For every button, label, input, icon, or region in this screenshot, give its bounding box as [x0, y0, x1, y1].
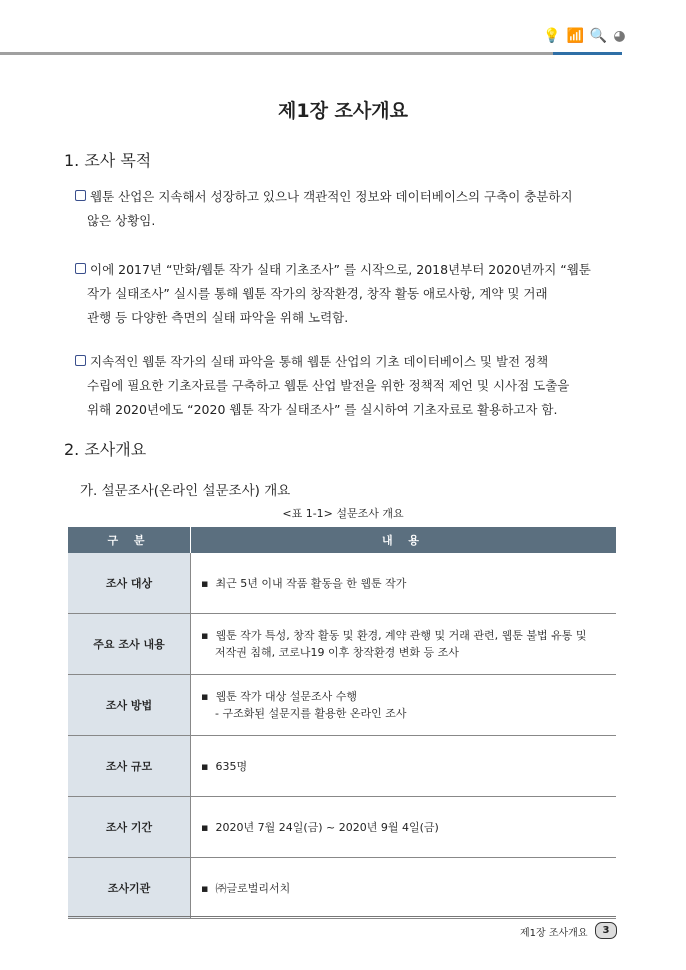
section-heading: 1. 조사 목적 [64, 151, 152, 170]
content-text: 웹툰 작가 대상 설문조사 수행 [215, 690, 357, 703]
table-row [68, 797, 616, 858]
lightbulb-icon: 💡 [543, 28, 561, 44]
content-line: ▪ 웹툰 작가 특성, 창작 활동 및 환경, 계약 관행 및 거래 관련, 웹툰 불법 유통 및 [201, 629, 587, 642]
line: 이에 2017년 “만화/웹툰 작가 실태 기초조사” 를 시작으로, 2018년부터 2020년까지 “웹툰 [90, 262, 591, 277]
content-text: 2020년 7월 24일(금) ~ 2020년 9월 4일(금) [215, 820, 439, 834]
survey-table [68, 527, 616, 919]
content-line: ▪ 635명 [201, 759, 248, 773]
content-text: - 구조화된 설문지를 활용한 온라인 조사 [215, 707, 407, 720]
content-text: 최근 5년 이내 작품 활동을 한 웹툰 작가 [215, 576, 407, 590]
content-line: ▪ 최근 5년 이내 작품 활동을 한 웹툰 작가 [201, 576, 407, 590]
pie-icon: ◕ [613, 28, 626, 44]
row-content [191, 675, 617, 736]
page-title: 제1장 조사개요 [278, 100, 408, 122]
content-text: 웹툰 작가 특성, 창작 활동 및 환경, 계약 관행 및 거래 관련, 웹툰 불법 유통 및 [215, 629, 587, 642]
checkbox-bullet-icon [75, 263, 86, 274]
column-header: 구 분 [68, 527, 191, 553]
table-row [68, 675, 616, 736]
table-row [68, 858, 616, 919]
line: 않은 상황임. [87, 213, 156, 228]
table-row [68, 614, 616, 675]
chart-icon: 📶 [566, 28, 584, 44]
content-line [201, 705, 616, 722]
header-rule [0, 52, 553, 55]
content-line: ▪ 웹툰 작가 대상 설문조사 수행 [201, 690, 357, 703]
row-content [191, 858, 617, 919]
row-label: 주요 조사 내용 [68, 614, 191, 675]
header-accent [553, 52, 622, 55]
row-content [191, 736, 617, 797]
checkbox-bullet-icon [75, 355, 86, 366]
paragraph [75, 258, 615, 330]
content-line [201, 644, 616, 661]
row-label: 조사 방법 [68, 675, 191, 736]
row-content [191, 553, 617, 614]
row-content [191, 797, 617, 858]
page-number: 3 [595, 922, 617, 939]
row-content [191, 614, 617, 675]
column-header: 내 용 [191, 527, 617, 553]
row-label: 조사 기간 [68, 797, 191, 858]
row-label: 조사 대상 [68, 553, 191, 614]
footer-chapter: 제1장 조사개요 [520, 928, 588, 939]
section-heading: 2. 조사개요 [64, 440, 147, 459]
line: 웹툰 산업은 지속해서 성장하고 있으나 객관적인 정보와 데이터베이스의 구축이 충분하지 [90, 189, 573, 204]
row-label: 조사기관 [68, 858, 191, 919]
line: 작가 실태조사” 실시를 통해 웹툰 작가의 창작환경, 창작 활동 애로사항, 계약 및 거래 [87, 286, 548, 301]
magnifier-check-icon: 🔍 [589, 28, 608, 44]
table-row [68, 553, 616, 614]
paragraph [75, 185, 615, 233]
line: 관행 등 다양한 측면의 실태 파악을 위해 노력함. [87, 310, 349, 325]
table-caption: <표 1-1> 설문조사 개요 [282, 507, 404, 520]
line: 위해 2020년에도 “2020 웹툰 작가 실태조사” 를 실시하여 기초자료로 활용하고자 함. [87, 402, 558, 417]
footer-rule [68, 916, 616, 917]
paragraph [75, 350, 615, 422]
content-line: ▪ ㈜글로벌리서치 [201, 881, 291, 895]
content-text: ㈜글로벌리서치 [215, 881, 291, 895]
content-text: 635명 [215, 759, 248, 773]
line: 수립에 필요한 기초자료를 구축하고 웹툰 산업 발전을 위한 정책적 제언 및 시사점 도출을 [87, 378, 570, 393]
subsection-heading: 가. 설문조사(온라인 설문조사) 개요 [80, 483, 291, 499]
content-line: ▪ 2020년 7월 24일(금) ~ 2020년 9월 4일(금) [201, 820, 439, 834]
content-text: 저작권 침해, 코로나19 이후 창작환경 변화 등 조사 [215, 646, 459, 659]
row-label: 조사 규모 [68, 736, 191, 797]
checkbox-bullet-icon [75, 190, 86, 201]
table-row [68, 736, 616, 797]
header-icons [543, 28, 626, 44]
line: 지속적인 웹툰 작가의 실태 파악을 통해 웹툰 산업의 기초 데이터베이스 및 발전 정책 [90, 354, 549, 369]
